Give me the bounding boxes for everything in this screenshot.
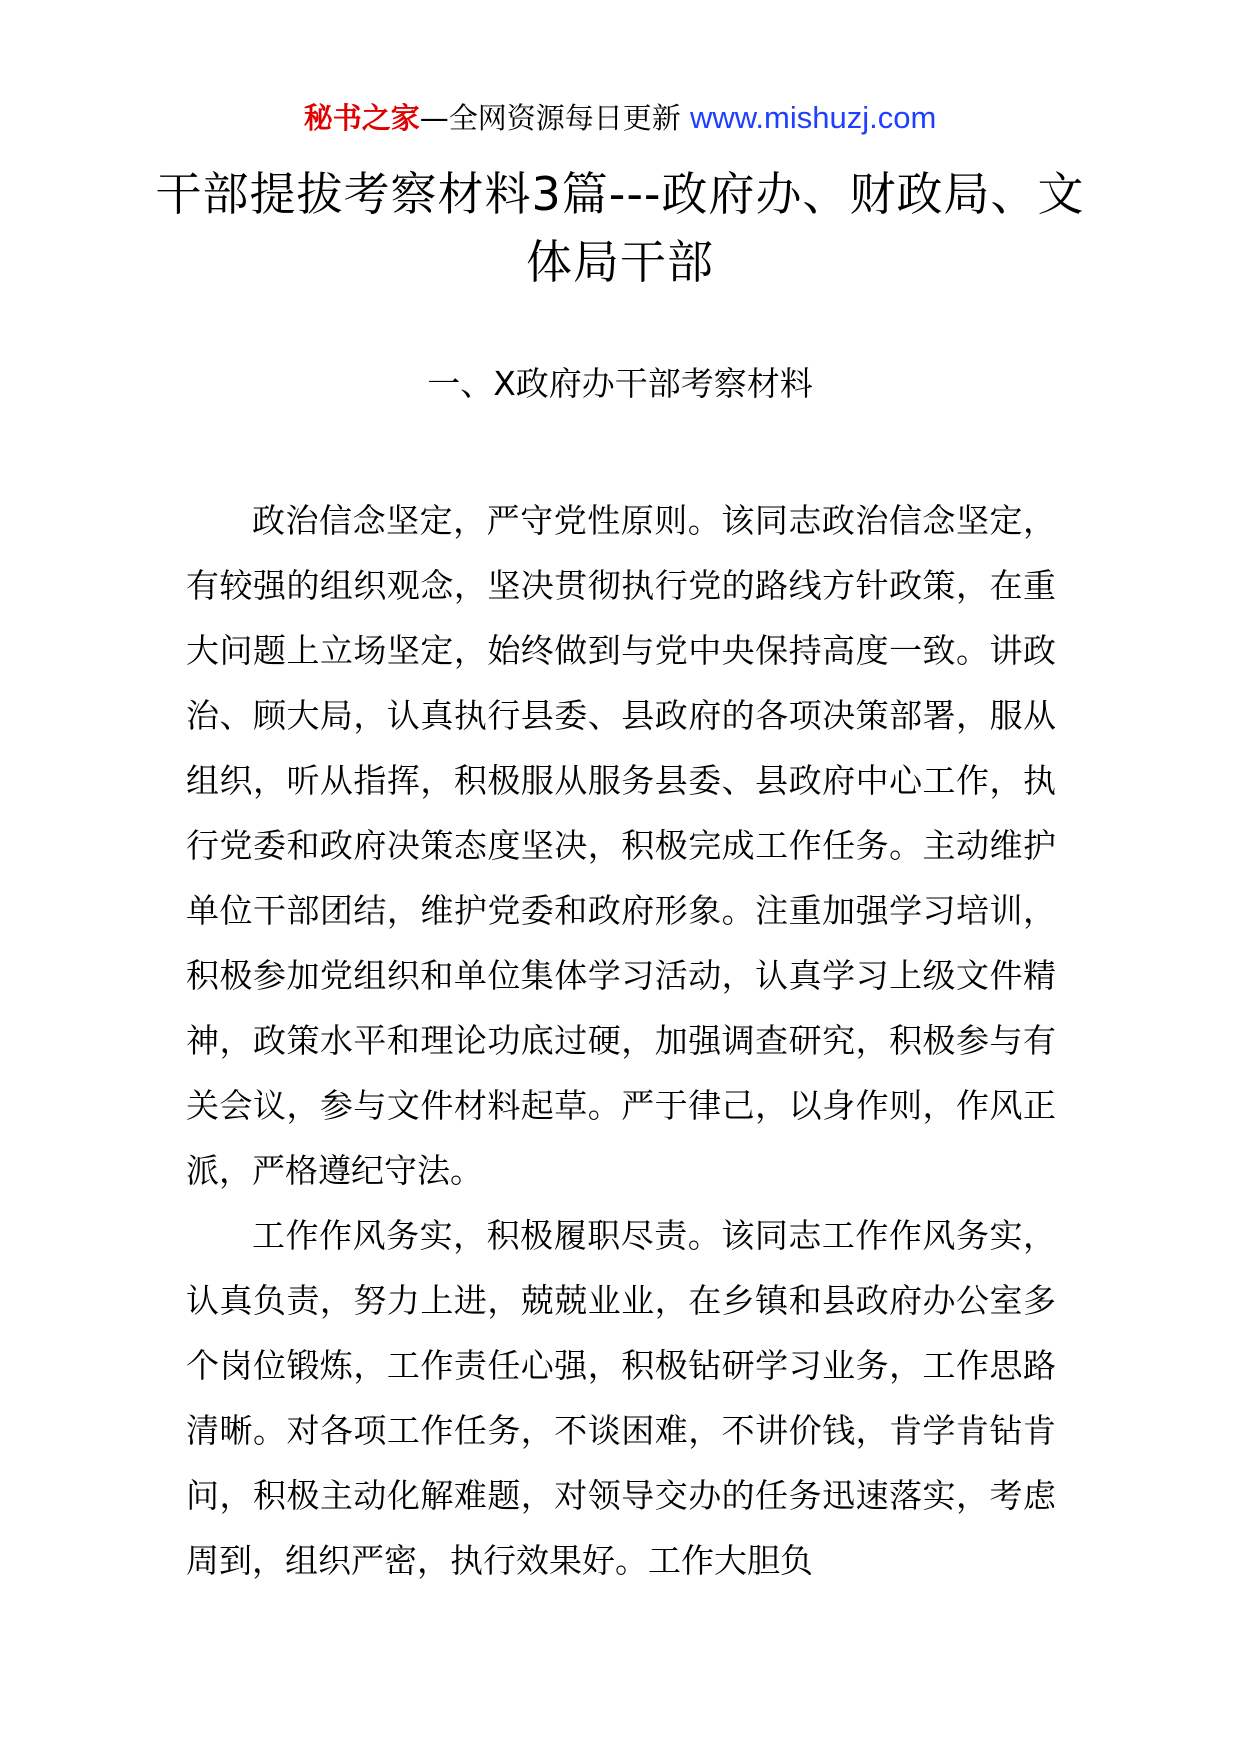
body-paragraph: 工作作风务实，积极履职尽责。该同志工作作风务实，认真负责，努力上进，兢兢业业，在乡镇和县政府办公室多个岗位锻炼，工作责任心强，积极钻研学习业务，工作思路清晰。对各项工作任务，不谈困难，不讲价钱，肯学肯钻肯问，积极主动化解难题，对领导交办的任务迅速落实，考虑周到，组织严密，执行效果好。工作大胆负 <box>186 1216 1056 1580</box>
site-banner <box>0 98 1240 138</box>
brand-name: 秘书之家 <box>303 101 420 135</box>
site-url-link[interactable]: www.mishuzj.com <box>689 100 937 135</box>
document-body <box>186 488 1056 1593</box>
section-heading: 一、X政府办干部考察材料 <box>427 364 813 403</box>
body-paragraph: 政治信念坚定，严守党性原则。该同志政治信念坚定，有较强的组织观念，坚决贯彻执行党的路线方针政策，在重大问题上立场坚定，始终做到与党中央保持高度一致。讲政治、顾大局，认真执行县委、县政府的各项决策部署，服从组织，听从指挥，积极服从服务县委、县政府中心工作，执行党委和政府决策态度坚决，积极完成工作任务。主动维护单位干部团结，维护党委和政府形象。注重加强学习培训，积极参加党组织和单位集体学习活动，认真学习上级文件精神，政策水平和理论功底过硬，加强调查研究，积极参与有关会议，参与文件材料起草。严于律己，以身作则，作风正派，严格遵纪守法。 <box>186 501 1056 1190</box>
banner-tagline: —全网资源每日更新 <box>419 101 690 135</box>
document-title: 干部提拔考察材料3篇---政府办、财政局、文体局干部 <box>155 167 1085 289</box>
